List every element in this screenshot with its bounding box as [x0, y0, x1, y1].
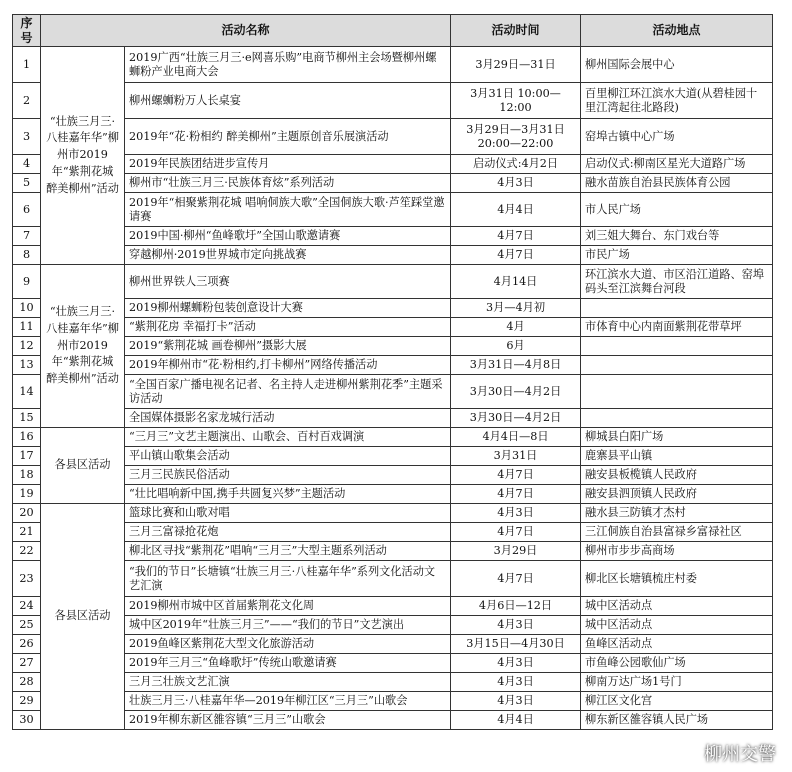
activity-name: 壮族三月三·八桂嘉年华—2019年柳江区“三月三”山歌会 [125, 692, 451, 711]
row-number: 26 [13, 635, 41, 654]
activity-time: 3月31日 10:00—12:00 [451, 83, 581, 119]
watermark [680, 740, 776, 766]
table-row [13, 542, 773, 561]
activity-place: 柳州市步步高商场 [581, 542, 773, 561]
activity-name: 柳州螺蛳粉万人长桌宴 [125, 83, 451, 119]
activity-name: 城中区2019年“壮族三月三”——“我们的节日”文艺演出 [125, 616, 451, 635]
activity-place: 柳州国际会展中心 [581, 47, 773, 83]
table-row [13, 119, 773, 155]
table-row [13, 635, 773, 654]
table-row [13, 616, 773, 635]
activity-time: 4月7日 [451, 523, 581, 542]
activity-time: 3月—4月初 [451, 299, 581, 318]
table-row [13, 318, 773, 337]
row-number: 10 [13, 299, 41, 318]
activity-place [581, 299, 773, 318]
table-row [13, 466, 773, 485]
activity-name: 2019鱼峰区紫荆花大型文化旅游活动 [125, 635, 451, 654]
row-number: 17 [13, 447, 41, 466]
table-row [13, 711, 773, 730]
activity-name: 2019柳州螺蛳粉包装创意设计大赛 [125, 299, 451, 318]
activity-place [581, 337, 773, 356]
row-number: 18 [13, 466, 41, 485]
group-label: 各县区活动 [41, 504, 125, 730]
activity-time: 4月3日 [451, 673, 581, 692]
table-row [13, 447, 773, 466]
header-row [13, 15, 773, 47]
table-row [13, 485, 773, 504]
table-row [13, 523, 773, 542]
row-number: 7 [13, 227, 41, 246]
activity-place: 融安县板榄镇人民政府 [581, 466, 773, 485]
activity-place: 鹿寨县平山镇 [581, 447, 773, 466]
activity-place: 融安县泗顶镇人民政府 [581, 485, 773, 504]
row-number: 13 [13, 356, 41, 375]
table-row [13, 504, 773, 523]
activity-name: 2019中国·柳州“鱼峰歌圩”全国山歌邀请赛 [125, 227, 451, 246]
activity-place: 柳城县白阳广场 [581, 428, 773, 447]
row-number: 21 [13, 523, 41, 542]
activity-time: 4月4日 [451, 193, 581, 227]
row-number: 6 [13, 193, 41, 227]
activity-time: 4月3日 [451, 504, 581, 523]
activity-place: 市体育中心内南面紫荆花带草坪 [581, 318, 773, 337]
activity-place: 刘三姐大舞台、东门戏台等 [581, 227, 773, 246]
row-number: 16 [13, 428, 41, 447]
table-row [13, 47, 773, 83]
table-row [13, 299, 773, 318]
row-number: 29 [13, 692, 41, 711]
table-row [13, 227, 773, 246]
activity-time: 3月30日—4月2日 [451, 409, 581, 428]
row-number: 4 [13, 155, 41, 174]
activity-time: 3月30日—4月2日 [451, 375, 581, 409]
activity-place [581, 375, 773, 409]
activity-time: 4月7日 [451, 485, 581, 504]
table-row [13, 193, 773, 227]
row-number: 9 [13, 265, 41, 299]
table-row [13, 409, 773, 428]
header-no: 序号 [13, 15, 41, 47]
activity-name: 柳州市“壮族三月三·民族体育炫”系列活动 [125, 174, 451, 193]
activity-place: 窑埠古镇中心广场 [581, 119, 773, 155]
row-number: 22 [13, 542, 41, 561]
activity-name: 2019柳州市城中区首届紫荆花文化周 [125, 597, 451, 616]
activity-name: 三月三壮族文艺汇演 [125, 673, 451, 692]
activity-place: 百里柳江环江滨水大道(从碧桂园十里江湾起往北路段) [581, 83, 773, 119]
activity-schedule-table [12, 14, 773, 730]
activity-place [581, 356, 773, 375]
header-place: 活动地点 [581, 15, 773, 47]
activity-time: 4月3日 [451, 616, 581, 635]
activity-name: 篮球比赛和山歌对唱 [125, 504, 451, 523]
row-number: 12 [13, 337, 41, 356]
activity-name: “三月三”文艺主题演出、山歌会、百村百戏调演 [125, 428, 451, 447]
activity-name: “我们的节日”长塘镇“壮族三月三·八桂嘉年华”系列文化活动文艺汇演 [125, 561, 451, 597]
activity-place: 柳江区文化宫 [581, 692, 773, 711]
activity-time: 4月7日 [451, 561, 581, 597]
activity-place: 市民广场 [581, 246, 773, 265]
group-label: 各县区活动 [41, 428, 125, 504]
table-row [13, 155, 773, 174]
activity-time: 启动仪式:4月2日 [451, 155, 581, 174]
activity-time: 4月4日—8日 [451, 428, 581, 447]
row-number: 2 [13, 83, 41, 119]
activity-place: 城中区活动点 [581, 616, 773, 635]
row-number: 20 [13, 504, 41, 523]
activity-time: 3月29日—3月31日 20:00—22:00 [451, 119, 581, 155]
table-row [13, 356, 773, 375]
row-number: 8 [13, 246, 41, 265]
activity-name: 三月三民族民俗活动 [125, 466, 451, 485]
row-number: 5 [13, 174, 41, 193]
row-number: 11 [13, 318, 41, 337]
activity-place: 启动仪式:柳南区星光大道路广场 [581, 155, 773, 174]
header-time: 活动时间 [451, 15, 581, 47]
row-number: 25 [13, 616, 41, 635]
activity-place: 柳东新区雒容镇人民广场 [581, 711, 773, 730]
activity-name: 全国媒体摄影名家龙城行活动 [125, 409, 451, 428]
row-number: 27 [13, 654, 41, 673]
activity-time: 3月29日 [451, 542, 581, 561]
table-row [13, 597, 773, 616]
table-row [13, 265, 773, 299]
activity-name: “紫荆花房 幸福打卡”活动 [125, 318, 451, 337]
activity-place: 融水县三防镇才杰村 [581, 504, 773, 523]
activity-place: 融水苗族自治县民族体育公园 [581, 174, 773, 193]
activity-place: 三江侗族自治县富禄乡富禄社区 [581, 523, 773, 542]
activity-name: 2019年三月三“鱼峰歌圩”传统山歌邀请赛 [125, 654, 451, 673]
activity-name: 2019年“相聚紫荆花城 唱响侗族大歌”全国侗族大歌·芦笙踩堂邀请赛 [125, 193, 451, 227]
table-row [13, 375, 773, 409]
table-row [13, 673, 773, 692]
table-row [13, 561, 773, 597]
activity-time: 4月3日 [451, 654, 581, 673]
activity-name: 平山镇山歌集会活动 [125, 447, 451, 466]
activity-name: 2019年柳州市“花·粉相约,打卡柳州”网络传播活动 [125, 356, 451, 375]
activity-place [581, 409, 773, 428]
activity-name: 2019“紫荆花城 画卷柳州”摄影大展 [125, 337, 451, 356]
activity-place: 鱼峰区活动点 [581, 635, 773, 654]
activity-name: 穿越柳州·2019世界城市定向挑战赛 [125, 246, 451, 265]
activity-name: 柳北区寻找“紫荆花”唱响“三月三”大型主题系列活动 [125, 542, 451, 561]
row-number: 3 [13, 119, 41, 155]
activity-time: 4月7日 [451, 466, 581, 485]
activity-place: 市人民广场 [581, 193, 773, 227]
table-row [13, 337, 773, 356]
activity-name: 2019年柳东新区雒容镇“三月三”山歌会 [125, 711, 451, 730]
activity-time: 4月7日 [451, 227, 581, 246]
activity-place: 柳北区长塘镇梳庄村委 [581, 561, 773, 597]
activity-time: 4月3日 [451, 174, 581, 193]
row-number: 28 [13, 673, 41, 692]
row-number: 15 [13, 409, 41, 428]
activity-place: 市鱼峰公园歌仙广场 [581, 654, 773, 673]
table-row [13, 174, 773, 193]
row-number: 24 [13, 597, 41, 616]
activity-time: 3月29日—31日 [451, 47, 581, 83]
wechat-icon [680, 745, 700, 761]
activity-place: 柳南万达广场1号门 [581, 673, 773, 692]
activity-time: 3月15日—4月30日 [451, 635, 581, 654]
activity-time: 4月3日 [451, 692, 581, 711]
table-row [13, 428, 773, 447]
header-name: 活动名称 [41, 15, 451, 47]
table-row [13, 692, 773, 711]
activity-name: “全国百家广播电视名记者、名主持人走进柳州紫荆花季”主题采访活动 [125, 375, 451, 409]
group-label: “壮族三月三·八桂嘉年华”柳州市2019年“紫荆花城 醉美柳州”活动 [41, 47, 125, 265]
activity-time: 4月7日 [451, 246, 581, 265]
row-number: 19 [13, 485, 41, 504]
activity-name: 柳州世界铁人三项赛 [125, 265, 451, 299]
watermark-text: 柳州交警 [704, 744, 776, 765]
row-number: 23 [13, 561, 41, 597]
activity-time: 4月 [451, 318, 581, 337]
group-label: “壮族三月三·八桂嘉年华”柳州市2019年“紫荆花城 醉美柳州”活动 [41, 265, 125, 428]
table-row [13, 246, 773, 265]
activity-name: 三月三富禄抢花炮 [125, 523, 451, 542]
table-row [13, 83, 773, 119]
activity-place: 城中区活动点 [581, 597, 773, 616]
row-number: 1 [13, 47, 41, 83]
activity-place: 环江滨水大道、市区沿江道路、窑埠码头至江滨舞台河段 [581, 265, 773, 299]
row-number: 30 [13, 711, 41, 730]
table-body [13, 47, 773, 730]
activity-time: 6月 [451, 337, 581, 356]
activity-time: 3月31日 [451, 447, 581, 466]
activity-time: 4月4日 [451, 711, 581, 730]
table-row [13, 654, 773, 673]
activity-name: 2019广西“壮族三月三·e网喜乐购”电商节柳州主会场暨柳州螺蛳粉产业电商大会 [125, 47, 451, 83]
row-number: 14 [13, 375, 41, 409]
activity-name: 2019年“花·粉相约 醉美柳州”主题原创音乐展演活动 [125, 119, 451, 155]
activity-time: 3月31日—4月8日 [451, 356, 581, 375]
activity-name: 2019年民族团结进步宣传月 [125, 155, 451, 174]
activity-time: 4月6日—12日 [451, 597, 581, 616]
activity-time: 4月14日 [451, 265, 581, 299]
activity-name: “壮比唱响新中国,携手共圆复兴梦”主题活动 [125, 485, 451, 504]
